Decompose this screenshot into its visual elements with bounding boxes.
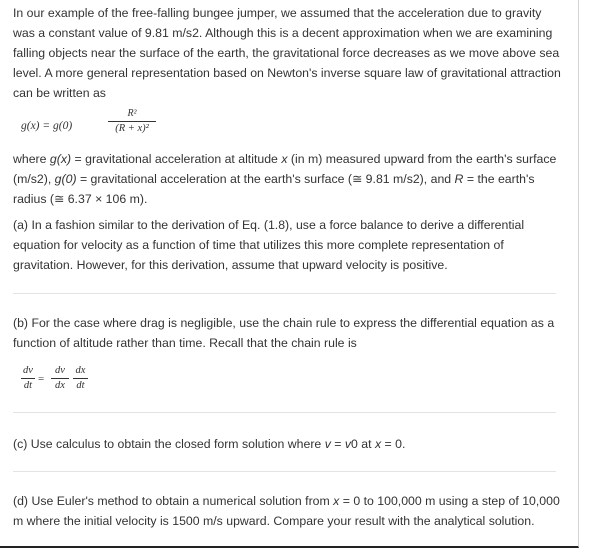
part-d-paragraph bbox=[13, 491, 565, 531]
where-paragraph bbox=[13, 149, 565, 209]
symbol-x: x bbox=[333, 494, 340, 508]
symbol-v0: v bbox=[344, 437, 352, 451]
fraction-numerator: dv bbox=[55, 365, 65, 376]
fraction-denominator: (R + x)² bbox=[115, 123, 149, 134]
gravity-equation-lhs: g(x) = g(0) bbox=[21, 120, 73, 132]
divider bbox=[13, 412, 556, 413]
fraction-numerator: dx bbox=[75, 365, 86, 376]
symbol-x: x bbox=[374, 437, 382, 451]
gravity-equation-fraction bbox=[108, 108, 156, 135]
text-run: 0 at bbox=[351, 437, 375, 451]
symbol-g0: g(0) bbox=[54, 172, 77, 186]
fraction-denominator: dt bbox=[76, 380, 85, 391]
gravity-equation bbox=[21, 108, 201, 144]
chain-rule-equation bbox=[21, 365, 141, 397]
divider bbox=[13, 293, 556, 294]
part-c-label: (c) bbox=[13, 437, 28, 451]
symbol-R: R bbox=[454, 172, 464, 186]
part-a-paragraph bbox=[13, 215, 565, 275]
text-run: = 0. bbox=[381, 437, 406, 451]
fraction-bar bbox=[21, 378, 35, 379]
text-run: (in m) measured upward from the earth's surface (m/s2), bbox=[13, 152, 557, 186]
text-run: = 0 to 100,000 m using a step of 10,000 m where the initial velocity is 1500 m/s upward. Compare your result with the analytical solution. bbox=[13, 494, 560, 528]
intro-paragraph: In our example of the free-falling bungee jumper, we assumed that the acceleration due to gravity was a constant value of 9.81 m/s2. Although this is a decent approximation when we are examining falling objects near the surface of the earth, the gravitational force decreases as we move above sea level. A more general representation based on Newton's inverse square law of gravitational attraction can be written as bbox=[13, 6, 561, 100]
equals-sign: = bbox=[38, 373, 45, 385]
dv-dx-fraction bbox=[51, 365, 69, 392]
dv-dt-fraction bbox=[21, 365, 35, 392]
part-a-text: In a fashion similar to the derivation of Eq. (1.8), use a force balance to derive a differential equation for velocity as a function of time that utilizes this more complete representation of gravitation. However, for this derivation, assume that upward velocity is positive. bbox=[13, 218, 525, 272]
fraction-bar bbox=[51, 378, 69, 379]
text-run: Use Euler's method to obtain a numerical solution from bbox=[28, 494, 334, 508]
part-d-label: (d) bbox=[13, 494, 29, 508]
fraction-bar bbox=[108, 121, 156, 122]
symbol-gx: g(x) bbox=[49, 152, 72, 166]
part-b-label: (b) bbox=[13, 316, 29, 330]
part-c-paragraph bbox=[13, 434, 565, 454]
text-run: = the earth's radius (≅ 6.37 × 106 m). bbox=[13, 172, 535, 206]
symbol-v: v bbox=[324, 437, 331, 451]
dx-dt-fraction bbox=[73, 365, 88, 392]
symbol-x: x bbox=[281, 152, 288, 166]
text-run: = gravitational acceleration at the earth's surface (≅ 9.81 m/s2), and bbox=[76, 172, 455, 186]
text-run: = bbox=[330, 437, 345, 451]
fraction-bar bbox=[73, 378, 88, 379]
fraction-denominator: dx bbox=[55, 380, 65, 391]
part-b-text: For the case where drag is negligible, use the chain rule to express the differential equation as a function of altitude rather than time. Recall that the chain rule is bbox=[13, 316, 555, 350]
fraction-numerator: dv bbox=[23, 365, 33, 376]
text-run: Use calculus to obtain the closed form solution where bbox=[27, 437, 325, 451]
fraction-numerator: R² bbox=[127, 108, 137, 119]
text-run: where bbox=[13, 152, 50, 166]
divider bbox=[13, 471, 556, 472]
part-a-label: (a) bbox=[13, 218, 29, 232]
text-run: = gravitational acceleration at altitude bbox=[71, 152, 282, 166]
part-b-paragraph bbox=[13, 313, 565, 353]
fraction-denominator: dt bbox=[23, 380, 33, 391]
